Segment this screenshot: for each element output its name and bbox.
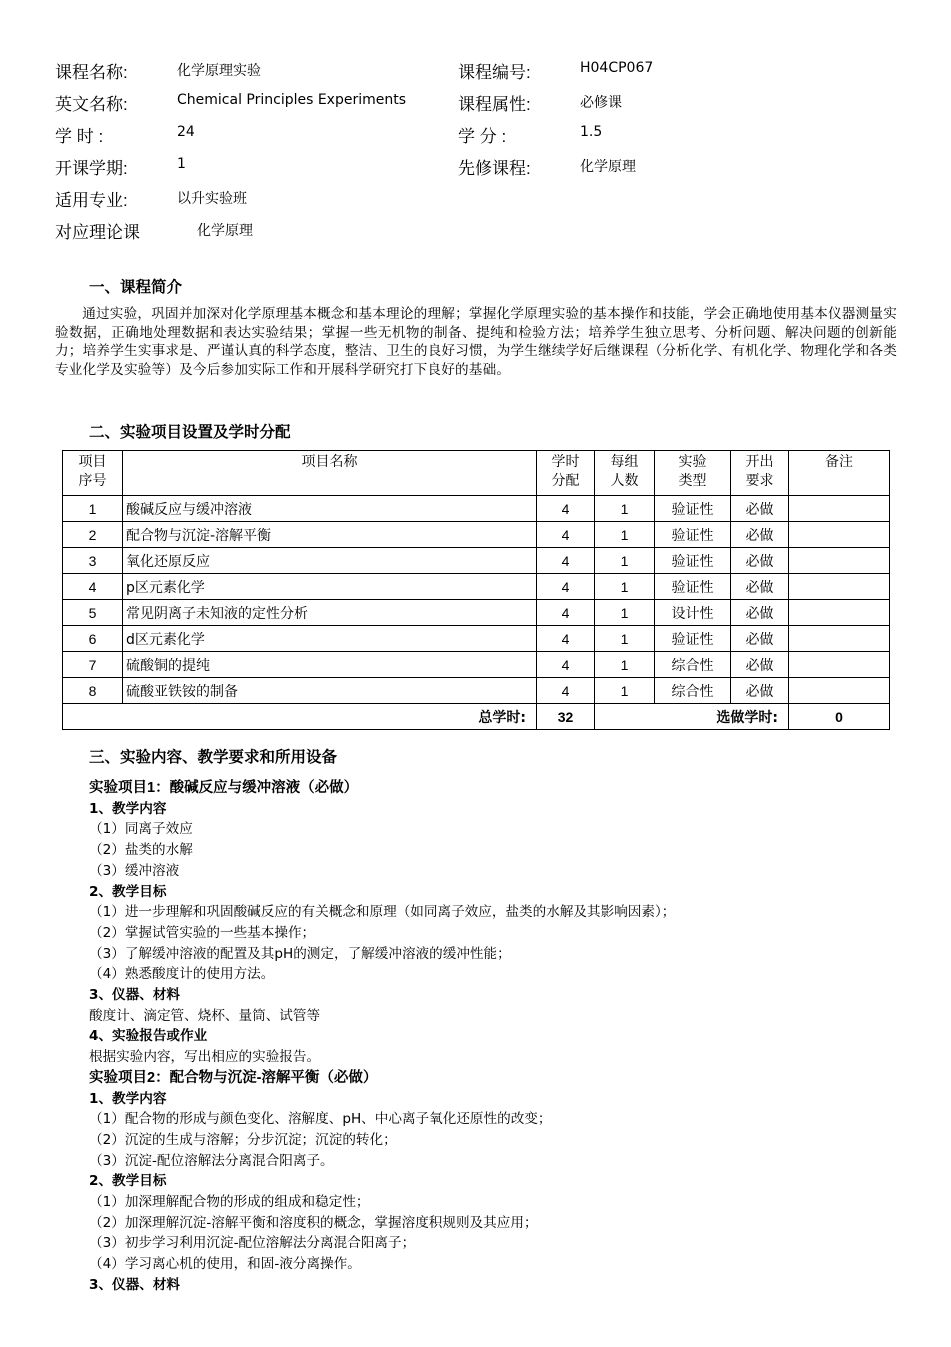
row-no: 1 [63, 496, 123, 522]
table-row [63, 496, 890, 522]
row-req: 必做 [731, 496, 789, 522]
row-hours: 4 [537, 600, 595, 626]
course-code-value: H04CP067 [580, 60, 654, 76]
attribute-value: 必修课 [580, 95, 622, 111]
list-item: （2）掌握试管实验的一些基本操作； [89, 924, 316, 941]
row-group: 1 [595, 548, 655, 574]
row-no: 3 [63, 548, 123, 574]
info-row-5 [55, 186, 915, 218]
elective-hours-value: 0 [789, 704, 890, 730]
list-item: （3）了解缓冲溶液的配置及其pH的测定，了解缓冲溶液的缓冲性能； [89, 945, 511, 962]
item-1-content-title: 1、教学内容 [89, 800, 167, 817]
prereq-value: 化学原理 [580, 159, 636, 175]
row-note [789, 574, 890, 600]
info-row-3 [55, 122, 915, 154]
row-note [789, 652, 890, 678]
row-hours: 4 [537, 652, 595, 678]
row-group: 1 [595, 496, 655, 522]
elective-hours-label: 选做学时: [595, 704, 789, 730]
row-req: 必做 [731, 600, 789, 626]
info-row-2 [55, 90, 915, 122]
list-item: （3）缓冲溶液 [89, 862, 180, 879]
list-item: （1）进一步理解和巩固酸碱反应的有关概念和原理（如同离子效应，盐类的水解及其影响因素）； [89, 904, 676, 921]
experiment-details [89, 778, 909, 1296]
row-req: 必做 [731, 626, 789, 652]
table-row [63, 574, 890, 600]
list-item: （1）同离子效应 [89, 821, 193, 838]
item-1-report: 根据实验内容，写出相应的实验报告。 [89, 1049, 321, 1066]
semester-label: 开课学期: [55, 159, 128, 178]
course-name-value: 化学原理实验 [177, 63, 261, 79]
list-item: （3）沉淀-配位溶解法分离混合阳离子。 [89, 1152, 334, 1169]
list-item: （1）配合物的形成与颜色变化、溶解度、pH、中心离子氧化还原性的改变； [89, 1111, 552, 1128]
hours-value: 24 [177, 124, 195, 140]
row-no: 7 [63, 652, 123, 678]
row-type: 验证性 [655, 626, 731, 652]
row-group: 1 [595, 652, 655, 678]
course-code-label: 课程编号: [458, 63, 531, 82]
row-group: 1 [595, 678, 655, 704]
row-note [789, 626, 890, 652]
table-row [63, 600, 890, 626]
header-req: 开出 要求 [731, 451, 789, 496]
table-row [63, 652, 890, 678]
row-no: 8 [63, 678, 123, 704]
row-group: 1 [595, 574, 655, 600]
row-req: 必做 [731, 548, 789, 574]
course-info [55, 58, 915, 250]
list-item: （1）加深理解配合物的形成的组成和稳定性； [89, 1194, 370, 1211]
row-name: 配合物与沉淀-溶解平衡 [123, 522, 537, 548]
major-label: 适用专业: [55, 191, 128, 210]
list-item: （2）盐类的水解 [89, 842, 193, 859]
row-hours: 4 [537, 574, 595, 600]
row-req: 必做 [731, 522, 789, 548]
header-no: 项目 序号 [63, 451, 123, 496]
header-type: 实验 类型 [655, 451, 731, 496]
row-name: 氧化还原反应 [123, 548, 537, 574]
item-2-goal-title: 2、教学目标 [89, 1173, 167, 1190]
row-req: 必做 [731, 678, 789, 704]
table-header-row [63, 451, 890, 496]
info-row-6 [55, 218, 915, 250]
row-name: 常见阴离子未知液的定性分析 [123, 600, 537, 626]
row-name: d区元素化学 [123, 626, 537, 652]
item-1-title: 实验项目1：酸碱反应与缓冲溶液（必做） [89, 780, 359, 796]
english-name-value: Chemical Principles Experiments [177, 92, 407, 108]
row-type: 设计性 [655, 600, 731, 626]
row-no: 4 [63, 574, 123, 600]
semester-value: 1 [177, 156, 186, 172]
row-name: 硫酸铜的提纯 [123, 652, 537, 678]
row-type: 验证性 [655, 522, 731, 548]
item-1-goal-title: 2、教学目标 [89, 883, 167, 900]
row-hours: 4 [537, 626, 595, 652]
info-row-1 [55, 58, 915, 90]
info-row-4 [55, 154, 915, 186]
credits-label: 学 分 : [458, 127, 507, 146]
hours-label: 学 时 : [55, 127, 104, 146]
row-type: 验证性 [655, 548, 731, 574]
header-group: 每组 人数 [595, 451, 655, 496]
item-1-equip: 酸度计、滴定管、烧杯、量筒、试管等 [89, 1007, 321, 1024]
theory-label: 对应理论课 [55, 223, 140, 242]
row-no: 2 [63, 522, 123, 548]
row-type: 综合性 [655, 678, 731, 704]
row-type: 综合性 [655, 652, 731, 678]
row-req: 必做 [731, 652, 789, 678]
row-group: 1 [595, 522, 655, 548]
row-no: 6 [63, 626, 123, 652]
prereq-label: 先修课程: [458, 159, 531, 178]
row-note [789, 548, 890, 574]
row-group: 1 [595, 600, 655, 626]
theory-value: 化学原理 [197, 223, 253, 239]
row-note [789, 600, 890, 626]
section-3-title: 三、实验内容、教学要求和所用设备 [89, 749, 338, 766]
row-hours: 4 [537, 678, 595, 704]
course-intro-text: 通过实验，巩固并加深对化学原理基本概念和基本理论的理解；掌握化学原理实验的基本操作和技能，学会正确地使用基本仪器测量实验数据，正确地处理数据和表达实验结果；掌握一些无机物的制备、提纯和检验方法；培养学生独立思考、分析问题、解决问题的创新能力；培养学生实事求是、严谨认真的科学态度，整洁、卫生的良好习惯，为学生继续学好后继课程（分析化学、有机化学、物理化学和各类专业化学及实验等）及今后参加实际工作和开展科学研究打下良好的基础。 [55, 306, 897, 378]
row-hours: 4 [537, 496, 595, 522]
table-row [63, 522, 890, 548]
row-hours: 4 [537, 522, 595, 548]
list-item: （3）初步学习利用沉淀-配位溶解法分离混合阳离子； [89, 1235, 416, 1252]
row-name: 硫酸亚铁铵的制备 [123, 678, 537, 704]
table-row [63, 548, 890, 574]
row-type: 验证性 [655, 496, 731, 522]
row-note [789, 678, 890, 704]
total-hours-label: 总学时: [63, 704, 537, 730]
item-1-equip-title: 3、仪器、材料 [89, 987, 181, 1004]
table-row [63, 626, 890, 652]
row-note [789, 496, 890, 522]
section-2-title: 二、实验项目设置及学时分配 [89, 424, 291, 441]
list-item: （2）加深理解沉淀-溶解平衡和溶度积的概念，掌握溶度积规则及其应用； [89, 1214, 538, 1231]
item-2-equip-title: 3、仪器、材料 [89, 1276, 181, 1293]
item-2-title: 实验项目2：配合物与沉淀-溶解平衡（必做） [89, 1069, 378, 1086]
list-item: （4）熟悉酸度计的使用方法。 [89, 966, 275, 983]
row-group: 1 [595, 626, 655, 652]
row-hours: 4 [537, 548, 595, 574]
english-name-label: 英文名称: [55, 95, 128, 114]
course-name-label: 课程名称: [55, 63, 128, 82]
row-type: 验证性 [655, 574, 731, 600]
section-1-title: 一、课程简介 [89, 279, 183, 296]
table-total-row [63, 704, 890, 730]
credits-value: 1.5 [580, 124, 603, 140]
row-name: p区元素化学 [123, 574, 537, 600]
row-note [789, 522, 890, 548]
list-item: （2）沉淀的生成与溶解；分步沉淀；沉淀的转化； [89, 1131, 397, 1148]
header-note: 备注 [789, 451, 890, 496]
table-row [63, 678, 890, 704]
total-hours-value: 32 [537, 704, 595, 730]
experiment-schedule-table [62, 450, 890, 730]
attribute-label: 课程属性: [458, 95, 531, 114]
header-name: 项目名称 [123, 451, 537, 496]
row-name: 酸碱反应与缓冲溶液 [123, 496, 537, 522]
header-hours: 学时 分配 [537, 451, 595, 496]
item-2-content-title: 1、教学内容 [89, 1090, 167, 1107]
item-1-report-title: 4、实验报告或作业 [89, 1028, 208, 1045]
row-req: 必做 [731, 574, 789, 600]
list-item: （4）学习离心机的使用，和固-液分离操作。 [89, 1256, 361, 1273]
major-value: 以升实验班 [177, 191, 247, 207]
row-no: 5 [63, 600, 123, 626]
